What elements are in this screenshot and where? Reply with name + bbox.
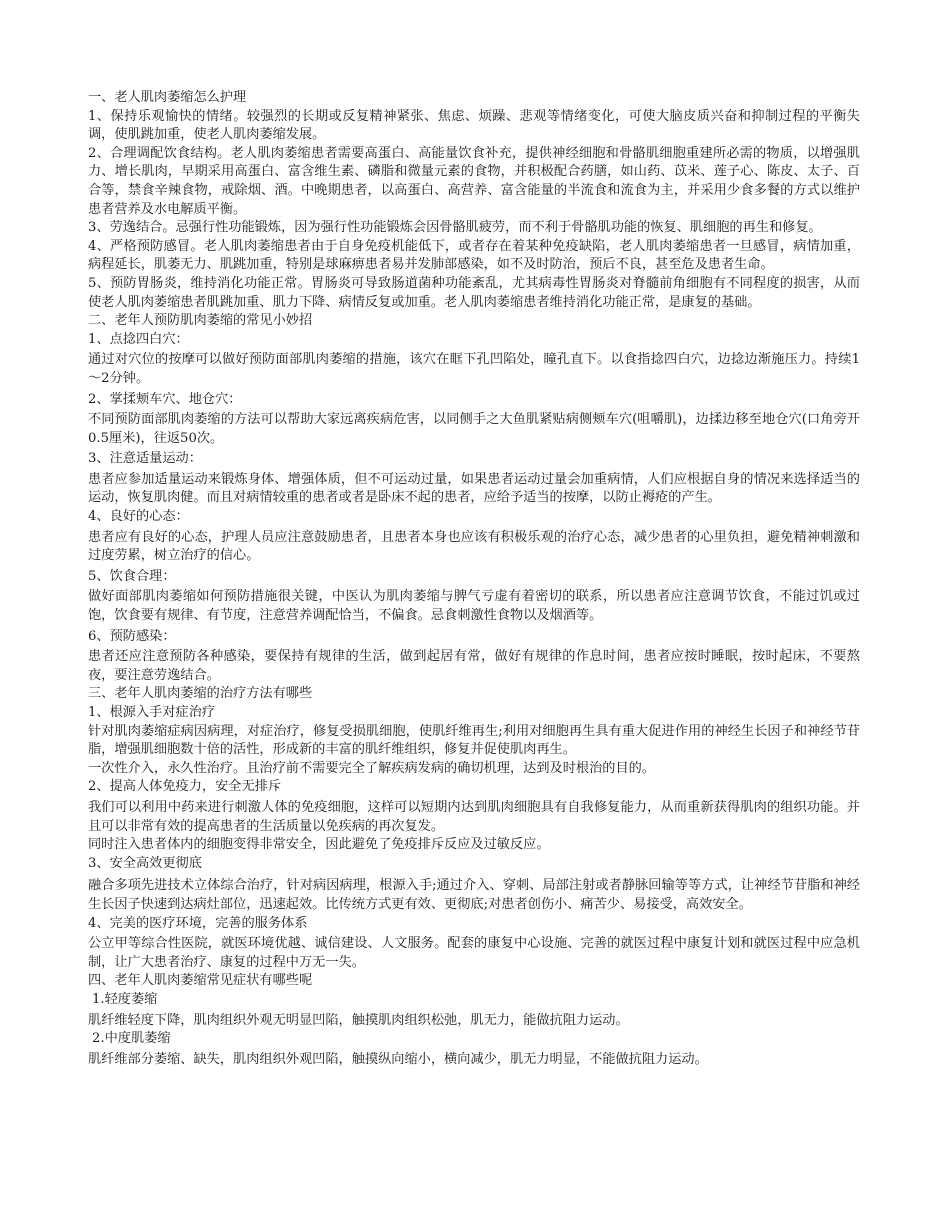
- paragraph: 患者还应注意预防各种感染，要保持有规律的生活，做到起居有常，做好有规律的作息时间，患者应按时睡眠，按时起床，不要熬夜，要注意劳逸结合。: [88, 649, 860, 683]
- subheading: 3、注意适量运动：: [88, 451, 202, 467]
- section-heading-4: 四、老年人肌肉萎缩常见症状有哪些呢: [88, 973, 313, 989]
- section-heading-2: 二、老年人预防肌肉萎缩的常见小妙招: [88, 313, 313, 329]
- paragraph: 1、保持乐观愉快的情绪。较强烈的长期或反复精神紧张、焦虑、烦躁、悲观等情绪变化，可使大脑皮质兴奋和抑制过程的平衡失调，使肌跳加重，使老人肌肉萎缩发展。: [88, 108, 860, 143]
- subheading: 6、预防感染：: [88, 628, 176, 644]
- subheading: 2.中度肌萎缩: [92, 1031, 171, 1047]
- section-heading-3: 三、老年人肌肉萎缩的治疗方法有哪些: [88, 686, 313, 702]
- paragraph: 3、劳逸结合。忌强行性功能锻炼，因为强行性功能锻炼会因骨骼肌疲劳，而不利于骨骼肌功能的恢复、肌细胞的再生和修复。: [88, 220, 822, 236]
- subheading: 5、饮食合理：: [88, 568, 176, 584]
- paragraph: 肌纤维部分萎缩、缺失，肌肉组织外观凹陷，触摸纵向缩小，横向减少，肌无力明显，不能做抗阻力运动。: [88, 1051, 708, 1067]
- paragraph: 5、预防胃肠炎，维持消化功能正常。胃肠炎可导致肠道菌种功能紊乱，尤其病毒性胃肠炎对脊髓前角细胞有不同程度的损害，从而使老人肌肉萎缩患者肌跳加重、肌力下降、病情反复或加重。老人肌肉萎缩患者维持消化功能正常，是康复的基础。: [88, 275, 860, 310]
- subheading: 4、完美的医疗环境，完善的服务体系: [88, 915, 308, 931]
- paragraph: 做好面部肌肉萎缩如何预防措施很关键，中医认为肌肉萎缩与脾气亏虚有着密切的联系，所以患者应注意调节饮食，不能过饥或过饱，饮食要有规律、有节度，注意营养调配恰当，不偏食。忌食刺激性食物以及烟酒等。: [88, 589, 860, 624]
- paragraph: 一次性介入，永久性治疗。且治疗前不需要完全了解疾病发病的确切机理，达到及时根治的目的。: [88, 760, 656, 776]
- paragraph: 同时注入患者体内的细胞变得非常安全，因此避免了免疫排斥反应及过敏反应。: [88, 837, 550, 853]
- paragraph: 4、严格预防感冒。老人肌肉萎缩患者由于自身免疫机能低下，或者存在着某种免疫缺陷，老人肌肉萎缩患者一旦感冒，病情加重，病程延长，肌萎无力、肌跳加重，特别是球麻痹患者易并发肺部感染，如不及时防治，预后不良，甚至危及患者生命。: [88, 238, 860, 273]
- paragraph: 肌纤维轻度下降，肌肉组织外观无明显凹陷，触摸肌肉组织松弛，肌无力，能做抗阻力运动。: [88, 1012, 629, 1028]
- paragraph: 通过对穴位的按摩可以做好预防面部肌肉萎缩的措施，该穴在眶下孔凹陷处，瞳孔直下。以食指捻四白穴，边捻边渐施压力。持续1～2分钟。: [88, 352, 860, 386]
- subheading: 1、点捻四白穴：: [88, 331, 189, 347]
- subheading: 4、良好的心态：: [88, 509, 189, 525]
- section-heading-1: 一、老人肌肉萎缩怎么护理: [88, 90, 247, 105]
- paragraph: 2、合理调配饮食结构。老人肌肉萎缩患者需要高蛋白、高能量饮食补充，提供神经细胞和骨骼肌细胞重建所必需的物质，以增强肌力、增长肌肉，早期采用高蛋白、富含维生素、磷脂和微量元素的食物，并积极配合药膳，如山药、苡米、莲子心、陈皮、太子、百合等，禁食辛辣食物，戒除烟、酒。中晚期患者，以高蛋白、高营养、富含能量的半流食和流食为主，并采用少食多餐的方式以维护患者营养及水电解质平衡。: [88, 145, 860, 217]
- paragraph: 我们可以利用中药来进行刺激人体的免疫细胞，这样可以短期内达到肌肉细胞具有自我修复能力，从而重新获得肌肉的组织功能。并且可以非常有效的提高患者的生活质量以免疾病的再次复发。: [88, 799, 860, 834]
- subheading: 1、根源入手对症治疗: [88, 705, 216, 720]
- subheading: 1.轻度萎缩: [92, 991, 158, 1007]
- paragraph: 公立甲等综合性医院，就医环境优越、诚信建设、人文服务。配套的康复中心设施、完善的就医过程中康复计划和就医过程中应急机制，让广大患者治疗、康复的过程中万无一失。: [88, 936, 860, 970]
- subheading: 3、安全高效更彻底: [88, 855, 202, 871]
- paragraph: 不同预防面部肌肉萎缩的方法可以帮助大家远离疾病危害，以同侧手之大鱼肌紧贴病侧颊车穴(咀嚼肌)，边揉边移至地仓穴(口角旁开0.5厘米)，往返50次。: [88, 412, 860, 446]
- document-body: [88, 89, 860, 1069]
- paragraph: 患者应参加适量运动来锻炼身体、增强体质，但不可运动过量，如果患者运动过量会加重病情，人们应根据自身的情况来选择适当的运动，恢复肌肉健。而且对病情较重的患者或者是卧床不起的患者，应给予适当的按摩，以防止褥疮的产生。: [88, 471, 860, 506]
- subheading: 2、掌揉颊车穴、地仓穴：: [88, 391, 242, 407]
- paragraph: 患者应有良好的心态，护理人员应注意鼓励患者，且患者本身也应该有积极乐观的治疗心态，减少患者的心里负担，避免精神刺激和过度劳累，树立治疗的信心。: [88, 529, 860, 564]
- subheading: 2、提高人体免疫力，安全无排斥: [88, 779, 282, 795]
- paragraph: 融合多项先进技术立体综合治疗，针对病因病理，根源入手;通过介入、穿刺、局部注射或者静脉回输等等方式，让神经节苷脂和神经生长因子快速到达病灶部位，迅速起效。比传统方式更有效、更彻底;对患者创伤小、痛苦少、易接受，高效安全。: [88, 878, 860, 912]
- paragraph: 针对肌肉萎缩症病因病理，对症治疗，修复受损肌细胞，使肌纤维再生;利用对细胞再生具有重大促进作用的神经生长因子和神经节苷脂，增强肌细胞数十倍的活性，形成新的丰富的肌纤维组织，修复并促使肌肉再生。: [88, 723, 860, 758]
